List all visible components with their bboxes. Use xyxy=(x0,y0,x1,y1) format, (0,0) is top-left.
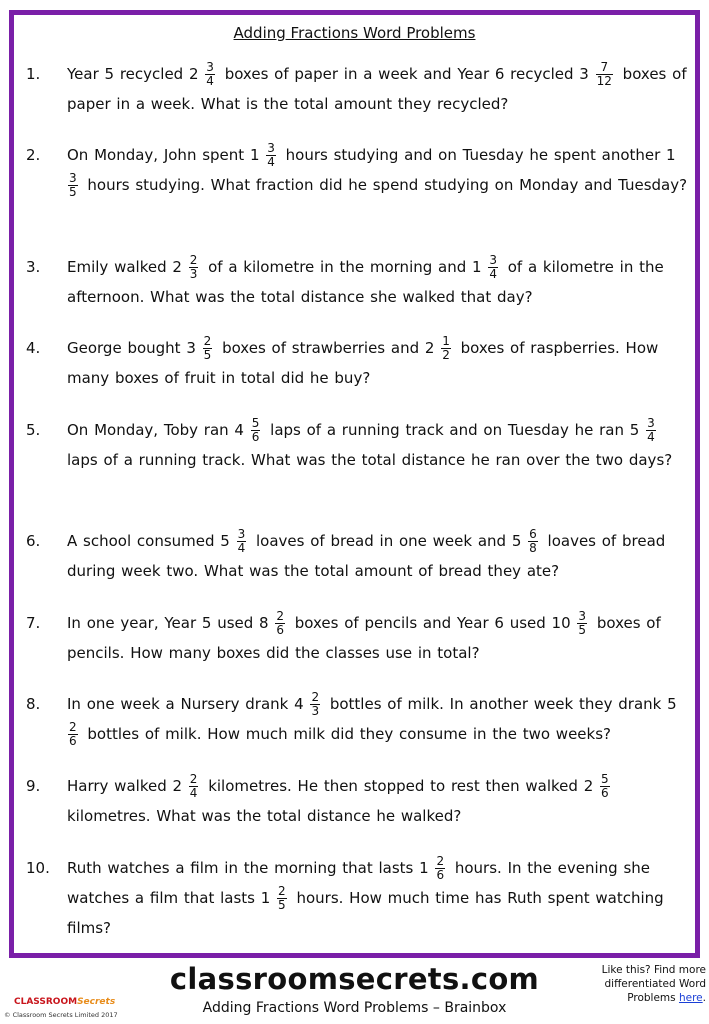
fraction-numerator: 3 xyxy=(69,171,77,185)
promo-text xyxy=(572,963,706,1005)
fraction xyxy=(251,417,261,444)
fraction-denominator: 6 xyxy=(69,734,77,748)
fraction-numerator: 7 xyxy=(596,61,613,75)
fraction-denominator: 2 xyxy=(442,348,450,362)
logo-word-secrets: Secrets xyxy=(77,997,116,1007)
fraction-denominator: 5 xyxy=(278,898,286,912)
fraction xyxy=(189,773,199,800)
question-text-segment: A school consumed 5 xyxy=(67,532,236,550)
fraction-denominator: 5 xyxy=(578,623,587,637)
fraction-denominator: 5 xyxy=(69,185,77,199)
classroom-secrets-logo xyxy=(14,994,116,1010)
question-text-segment: loaves of bread during week two. What was the total amount of bread they ate? xyxy=(67,532,666,580)
question-text-segment: hours studying and on Tuesday he spent another 1 xyxy=(279,146,676,164)
question-text-segment: On Monday, John spent 1 xyxy=(67,146,266,164)
page-border xyxy=(9,10,700,958)
fraction xyxy=(205,61,215,88)
question-number: 8. xyxy=(26,695,41,713)
fraction-denominator: 4 xyxy=(237,541,246,555)
question-number: 2. xyxy=(26,146,41,164)
fraction xyxy=(277,885,287,912)
fraction-numerator: 3 xyxy=(489,253,497,267)
question-text xyxy=(67,526,689,586)
question-number: 1. xyxy=(26,65,41,83)
fraction-denominator: 3 xyxy=(189,267,198,281)
question-number: 10. xyxy=(26,859,50,877)
question-text-segment: Year 5 recycled 2 xyxy=(67,65,205,83)
promo-line: differentiated Word xyxy=(604,978,706,990)
fraction-numerator: 2 xyxy=(276,609,285,623)
fraction-denominator: 4 xyxy=(647,430,655,444)
question-text xyxy=(67,59,689,119)
question-text-segment: In one year, Year 5 used 8 xyxy=(67,614,275,632)
fraction-numerator: 3 xyxy=(267,141,275,155)
fraction xyxy=(68,721,78,748)
fraction-denominator: 8 xyxy=(529,541,537,555)
promo-period: . xyxy=(702,992,706,1004)
fraction xyxy=(596,61,613,88)
fraction-denominator: 3 xyxy=(311,704,320,718)
question-text-segment: boxes of paper in a week. What is the total amount they recycled? xyxy=(67,65,687,113)
fraction-numerator: 1 xyxy=(442,334,450,348)
question-text-segment: bottles of milk. In another week they drank 5 xyxy=(324,695,677,713)
question-text-segment: On Monday, Toby ran 4 xyxy=(67,421,250,439)
question-text-segment: kilometres. What was the total distance he walked? xyxy=(67,807,462,825)
question-text-segment: hours. How much time has Ruth spent watching films? xyxy=(67,889,664,937)
promo-line: Like this? Find more xyxy=(601,964,706,976)
fraction-denominator: 6 xyxy=(436,868,445,882)
fraction xyxy=(203,335,213,362)
footer-brand: classroomsecrets.com xyxy=(169,962,540,996)
fraction xyxy=(275,610,285,637)
question-text xyxy=(67,252,689,312)
question-text-segment: Ruth watches a film in the morning that lasts 1 xyxy=(67,859,435,877)
question-text xyxy=(67,140,689,200)
promo-line-text: Problems xyxy=(627,992,676,1004)
fraction xyxy=(646,417,656,444)
fraction xyxy=(310,691,320,718)
fraction xyxy=(528,528,538,555)
fraction-denominator: 4 xyxy=(206,74,214,88)
fraction xyxy=(441,335,451,362)
promo-link[interactable]: here xyxy=(678,992,703,1004)
question-text xyxy=(67,771,689,831)
fraction xyxy=(266,142,276,169)
question-text-segment: boxes of pencils and Year 6 used 10 xyxy=(289,614,577,632)
question-text-segment: laps of a running track. What was the total distance he ran over the two days? xyxy=(67,451,673,469)
question-number: 4. xyxy=(26,339,41,357)
question-text xyxy=(67,608,689,668)
question-number: 7. xyxy=(26,614,41,632)
question-number: 9. xyxy=(26,777,41,795)
fraction xyxy=(237,528,247,555)
question-text-segment: boxes of paper in a week and Year 6 recycled 3 xyxy=(218,65,595,83)
fraction-denominator: 12 xyxy=(596,74,612,88)
question-text-segment: Emily walked 2 xyxy=(67,258,188,276)
fraction xyxy=(488,254,498,281)
question-text xyxy=(67,415,689,475)
fraction-denominator: 6 xyxy=(601,786,609,800)
fraction-numerator: 5 xyxy=(601,772,609,786)
promo-line xyxy=(572,991,706,1005)
question-number: 3. xyxy=(26,258,41,276)
fraction-denominator: 4 xyxy=(489,267,497,281)
fraction-numerator: 2 xyxy=(189,772,198,786)
logo-word-classroom: CLASSROOM xyxy=(14,997,78,1007)
question-text-segment: bottles of milk. How much milk did they consume in the two weeks? xyxy=(81,725,611,743)
question-text-segment: Harry walked 2 xyxy=(67,777,188,795)
fraction-denominator: 6 xyxy=(251,430,260,444)
fraction xyxy=(189,254,199,281)
fraction-numerator: 2 xyxy=(189,253,198,267)
fraction-numerator: 3 xyxy=(578,609,587,623)
fraction-numerator: 2 xyxy=(203,334,212,348)
question-text xyxy=(67,333,689,393)
question-text-segment: boxes of raspberries. How many boxes of fruit in total did he buy? xyxy=(67,339,659,387)
question-number: 5. xyxy=(26,421,41,439)
question-text-segment: George bought 3 xyxy=(67,339,202,357)
fraction-denominator: 4 xyxy=(267,155,275,169)
fraction-numerator: 2 xyxy=(69,720,77,734)
question-text-segment: boxes of pencils. How many boxes did the classes use in total? xyxy=(67,614,661,662)
fraction xyxy=(600,773,610,800)
question-text xyxy=(67,689,689,749)
question-text-segment: kilometres. He then stopped to rest then walked 2 xyxy=(202,777,600,795)
fraction-numerator: 2 xyxy=(436,854,445,868)
question-text-segment: loaves of bread in one week and 5 xyxy=(250,532,528,550)
fraction xyxy=(435,855,445,882)
fraction-numerator: 2 xyxy=(278,884,286,898)
question-text-segment: of a kilometre in the morning and 1 xyxy=(202,258,488,276)
page-title: Adding Fractions Word Problems xyxy=(233,24,476,42)
question-text-segment: hours. In the evening she watches a film that lasts 1 xyxy=(67,859,651,907)
fraction-numerator: 3 xyxy=(647,416,655,430)
fraction-denominator: 5 xyxy=(203,348,212,362)
fraction xyxy=(68,172,78,199)
fraction-numerator: 2 xyxy=(311,690,320,704)
question-number: 6. xyxy=(26,532,41,550)
fraction-numerator: 3 xyxy=(206,60,214,74)
fraction-denominator: 4 xyxy=(189,786,198,800)
footer-subtitle: Adding Fractions Word Problems – Brainbox xyxy=(202,1000,507,1016)
copyright: © Classroom Secrets Limited 2017 xyxy=(4,1011,118,1019)
question-text-segment: boxes of strawberries and 2 xyxy=(216,339,441,357)
fraction-numerator: 6 xyxy=(529,527,537,541)
fraction-denominator: 6 xyxy=(276,623,285,637)
question-text-segment: hours studying. What fraction did he spend studying on Monday and Tuesday? xyxy=(81,176,688,194)
fraction-numerator: 5 xyxy=(251,416,260,430)
fraction xyxy=(577,610,587,637)
question-text-segment: laps of a running track and on Tuesday he ran 5 xyxy=(264,421,646,439)
question-text-segment: of a kilometre in the afternoon. What was the total distance she walked that day? xyxy=(67,258,664,306)
question-text xyxy=(67,853,689,943)
fraction-numerator: 3 xyxy=(237,527,246,541)
question-text-segment: In one week a Nursery drank 4 xyxy=(67,695,310,713)
